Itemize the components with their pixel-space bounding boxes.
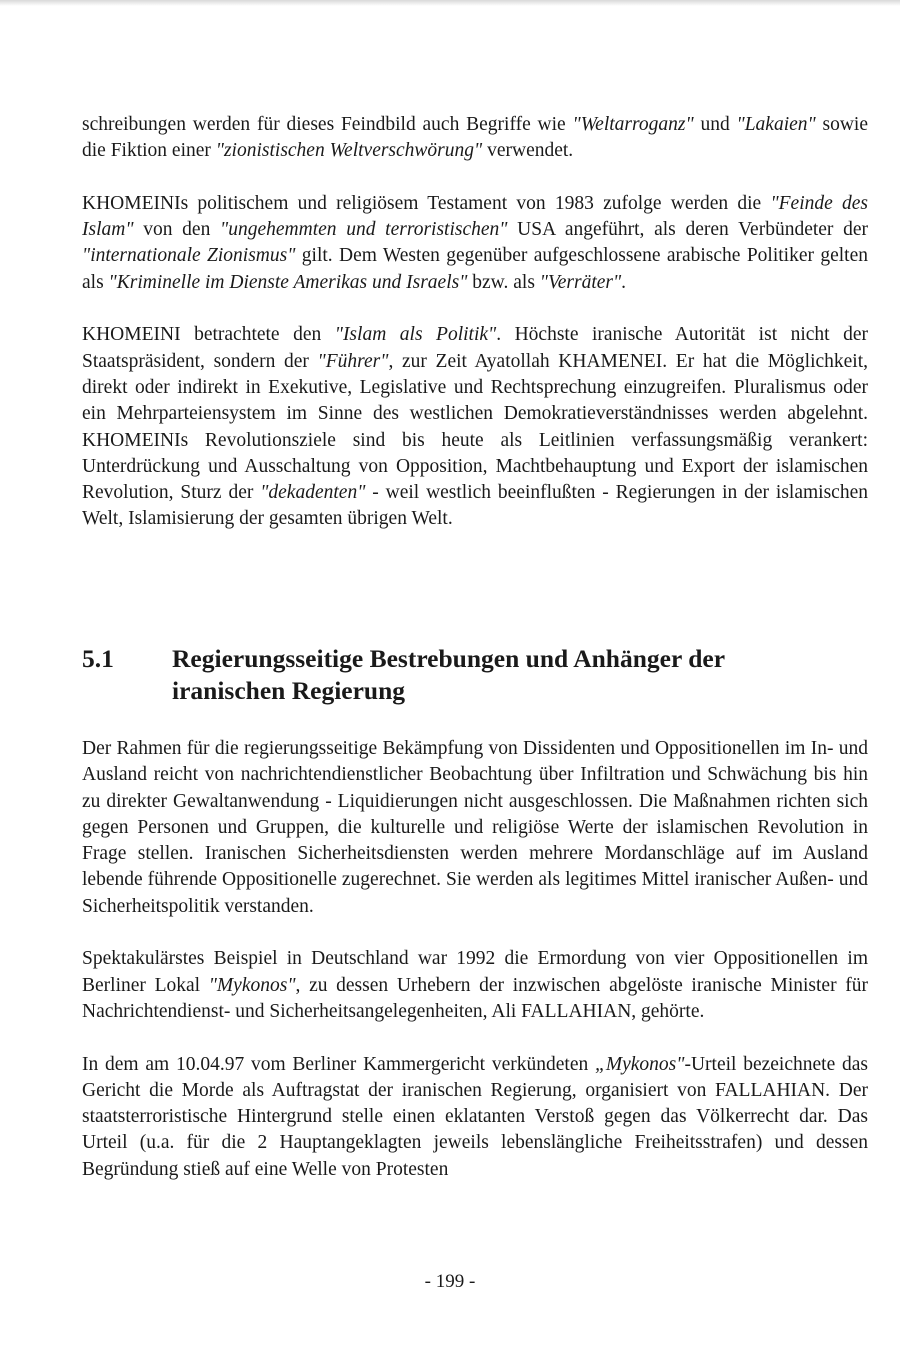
paragraph xyxy=(82,322,868,532)
quoted-term: "internationale Zionismus" xyxy=(82,245,296,267)
text-segment: - weil westlich beeinflußten - Regierungen in der islamischen Welt, Islamisierung der gesamten übrigen Welt. xyxy=(82,482,868,530)
text-segment: In dem am 10.04.97 vom Berliner Kammergericht verkündeten xyxy=(82,1053,596,1075)
text-segment: KHOMEINI betrachtete den xyxy=(82,324,335,346)
text-segment: gilt. Dem Westen gegenüber aufgeschlossene arabische Politiker gelten als xyxy=(82,245,868,293)
text-segment: schreibungen werden für dieses Feindbild auch Begriffe wie xyxy=(82,114,573,135)
quoted-term: "Islam als Politik" xyxy=(334,324,497,346)
quoted-term: "Lakaien" xyxy=(736,114,816,135)
paragraph xyxy=(82,191,868,296)
quoted-term: "Weltarroganz" xyxy=(572,114,694,135)
page-number: - 199 - xyxy=(424,1271,476,1292)
quoted-term: "Feinde des Islam" xyxy=(82,192,869,241)
paragraph xyxy=(82,736,868,920)
text-segment: von den xyxy=(133,219,221,241)
text-segment: KHOMEINIs politischem und religiösem Testament von 1983 zufolge werden die xyxy=(82,192,771,214)
paragraph xyxy=(82,112,868,165)
quoted-term: "Führer" xyxy=(317,350,389,372)
quoted-term: "Mykonos" xyxy=(208,974,296,996)
text-segment: , zur Zeit Ayatollah KHAMENEI. Er hat die Möglichkeit, direkt oder indirekt in Exekutive, Legislative und Rechtsprechung einzugreifen. Pluralismus oder ein Mehrparteiensystem im Sinne des westlichen Demokratieverständnisses werden abgelehnt. KHOMEINIs Revolutionsziele sind bis heute als Leitlinien verfassungsmäßig verankert: Unterdrückung und Ausschaltung von Opposition, Machtbehauptung und Export der islamischen Revolution, Sturz der xyxy=(82,350,869,504)
text-segment: und xyxy=(693,114,737,135)
section-heading xyxy=(82,643,868,707)
text-segment: . xyxy=(621,271,627,293)
text-segment: USA angeführt, als deren Verbündeter der xyxy=(507,219,869,241)
top-text-block xyxy=(82,112,868,533)
paragraph xyxy=(82,946,868,1025)
text-segment: . Höchste iranische Autorität ist nicht der Staatspräsident, sondern der xyxy=(82,324,868,372)
text-segment: bzw. als xyxy=(467,271,540,293)
paragraph xyxy=(82,1052,868,1183)
quoted-term: "dekadenten" xyxy=(260,482,366,504)
section-title: Regierungsseitige Bestrebungen und Anhänger der iranischen Regierung xyxy=(172,644,725,705)
text-segment: Der Rahmen für die regierungsseitige Bekämpfung von Dissidenten und Oppositionellen im In- und Ausland reicht von nachrichtendienstlicher Beobachtung über Infiltration und Schwächung bis hin zu direkter Gewaltanwendung - Liquidierungen nicht ausgeschlossen. Die Maßnahmen richten sich gegen Personen und Gruppen, die kulturelle und religiöse Werte der islamischen Revolution in Frage stellen. Iranischen Sicherheitsdiensten werden mehrere Mordanschläge auf im Ausland lebende führende Oppositionelle zugerechnet. Sie werden als legitimes Mittel iranischer Außen- und Sicherheitspolitik verstanden. xyxy=(82,738,868,917)
text-segment: verwendet. xyxy=(482,140,574,162)
quoted-term: „Mykonos" xyxy=(595,1053,685,1075)
text-segment: sowie die Fiktion einer xyxy=(82,114,869,162)
quoted-term: "Kriminelle im Dienste Amerikas und Israels" xyxy=(108,271,468,293)
quoted-term: "Verräter" xyxy=(539,271,622,293)
section-number: 5.1 xyxy=(82,644,114,673)
section-body xyxy=(82,736,868,1183)
text-segment: -Urteil bezeichnete das Gericht die Morde als Auftragstat der iranischen Regierung, organisiert von FALLAHIAN. Der staatsterroristische Hintergrund stelle einen eklatanten Verstoß gegen das Völkerrecht dar. Das Urteil (u.a. für die 2 Hauptangeklagten jeweils lebenslängliche Freiheitsstrafen) und dessen Begründung stieß auf eine Welle von Protesten xyxy=(82,1053,868,1180)
text-segment: , zu dessen Urhebern der inzwischen abgelöste iranische Minister für Nachrichtendienst- und Sicherheitsangelegenheiten, Ali FALLAHIAN, gehörte. xyxy=(82,974,868,1022)
page-top-edge xyxy=(0,0,900,6)
quoted-term: "ungehemmten und terroristischen" xyxy=(220,219,508,241)
text-segment: Spektakulärstes Beispiel in Deutschland war 1992 die Ermordung von vier Oppositionellen im Berliner Lokal xyxy=(82,948,868,996)
quoted-term: "zionistischen Weltverschwörung" xyxy=(215,140,483,162)
